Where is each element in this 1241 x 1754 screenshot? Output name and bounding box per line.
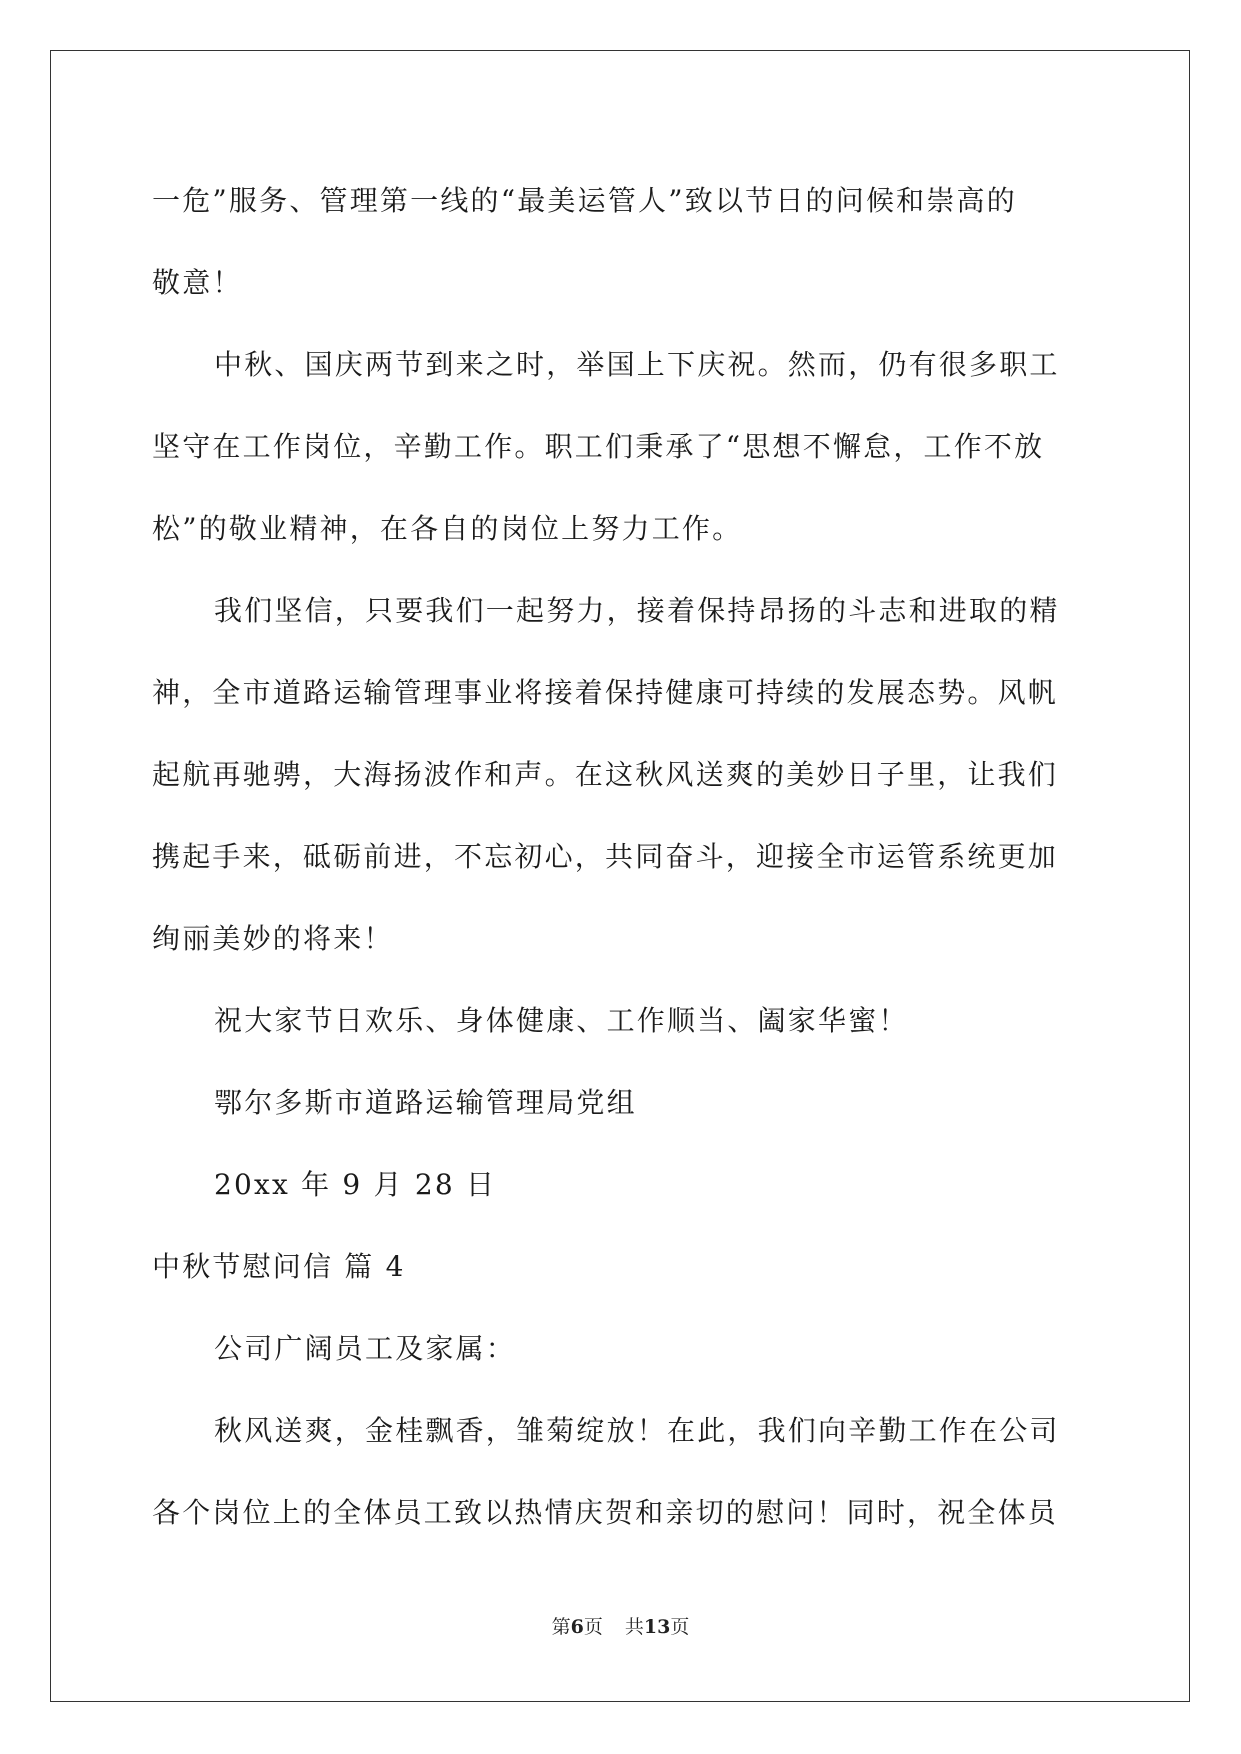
total-pages: 13: [643, 1616, 671, 1638]
total-suffix: 页: [670, 1616, 690, 1638]
text-line: 神，全市道路运输管理事业将接着保持健康可持续的发展态势。风帆: [152, 676, 1059, 709]
text-line: 敬意！: [152, 266, 243, 299]
text-line: 松”的敬业精神，在各自的岗位上努力工作。: [152, 512, 743, 545]
document-body: [152, 160, 1092, 1554]
closing-wish: 祝大家节日欢乐、身体健康、工作顺当、阖家华蜜！: [214, 1004, 909, 1037]
paragraph-start: 秋风送爽，金桂飘香，雏菊绽放！在此，我们向辛勤工作在公司: [214, 1414, 1060, 1447]
text-line: 起航再驰骋，大海扬波作和声。在这秋风送爽的美妙日子里，让我们: [152, 758, 1059, 791]
paragraph-start: 中秋、国庆两节到来之时，举国上下庆祝。然而，仍有很多职工: [214, 348, 1060, 381]
page-footer: [0, 1612, 1241, 1639]
paragraph-start: 我们坚信，只要我们一起努力，接着保持昂扬的斗志和进取的精: [214, 594, 1060, 627]
signature-organization: 鄂尔多斯市道路运输管理局党组: [214, 1086, 637, 1119]
text-line: 一危”服务、管理第一线的“最美运管人”致以节日的问候和崇高的: [152, 184, 1017, 217]
page-suffix: 页: [583, 1616, 603, 1638]
section-heading: 中秋节慰问信 篇 4: [152, 1250, 406, 1283]
text-line: 坚守在工作岗位，辛勤工作。职工们秉承了“思想不懈怠，工作不放: [152, 430, 1045, 463]
text-line: 绚丽美妙的将来！: [152, 922, 394, 955]
total-prefix: 共: [624, 1616, 644, 1638]
text-line: 携起手来，砥砺前进，不忘初心，共同奋斗，迎接全市运管系统更加: [152, 840, 1059, 873]
page-number: 6: [570, 1616, 584, 1638]
text-line: 各个岗位上的全体员工致以热情庆贺和亲切的慰问！同时，祝全体员: [152, 1496, 1059, 1529]
salutation: 公司广阔员工及家属：: [214, 1332, 517, 1365]
signature-date: 20xx 年 9 月 28 日: [214, 1168, 497, 1201]
page-prefix: 第: [551, 1616, 571, 1638]
